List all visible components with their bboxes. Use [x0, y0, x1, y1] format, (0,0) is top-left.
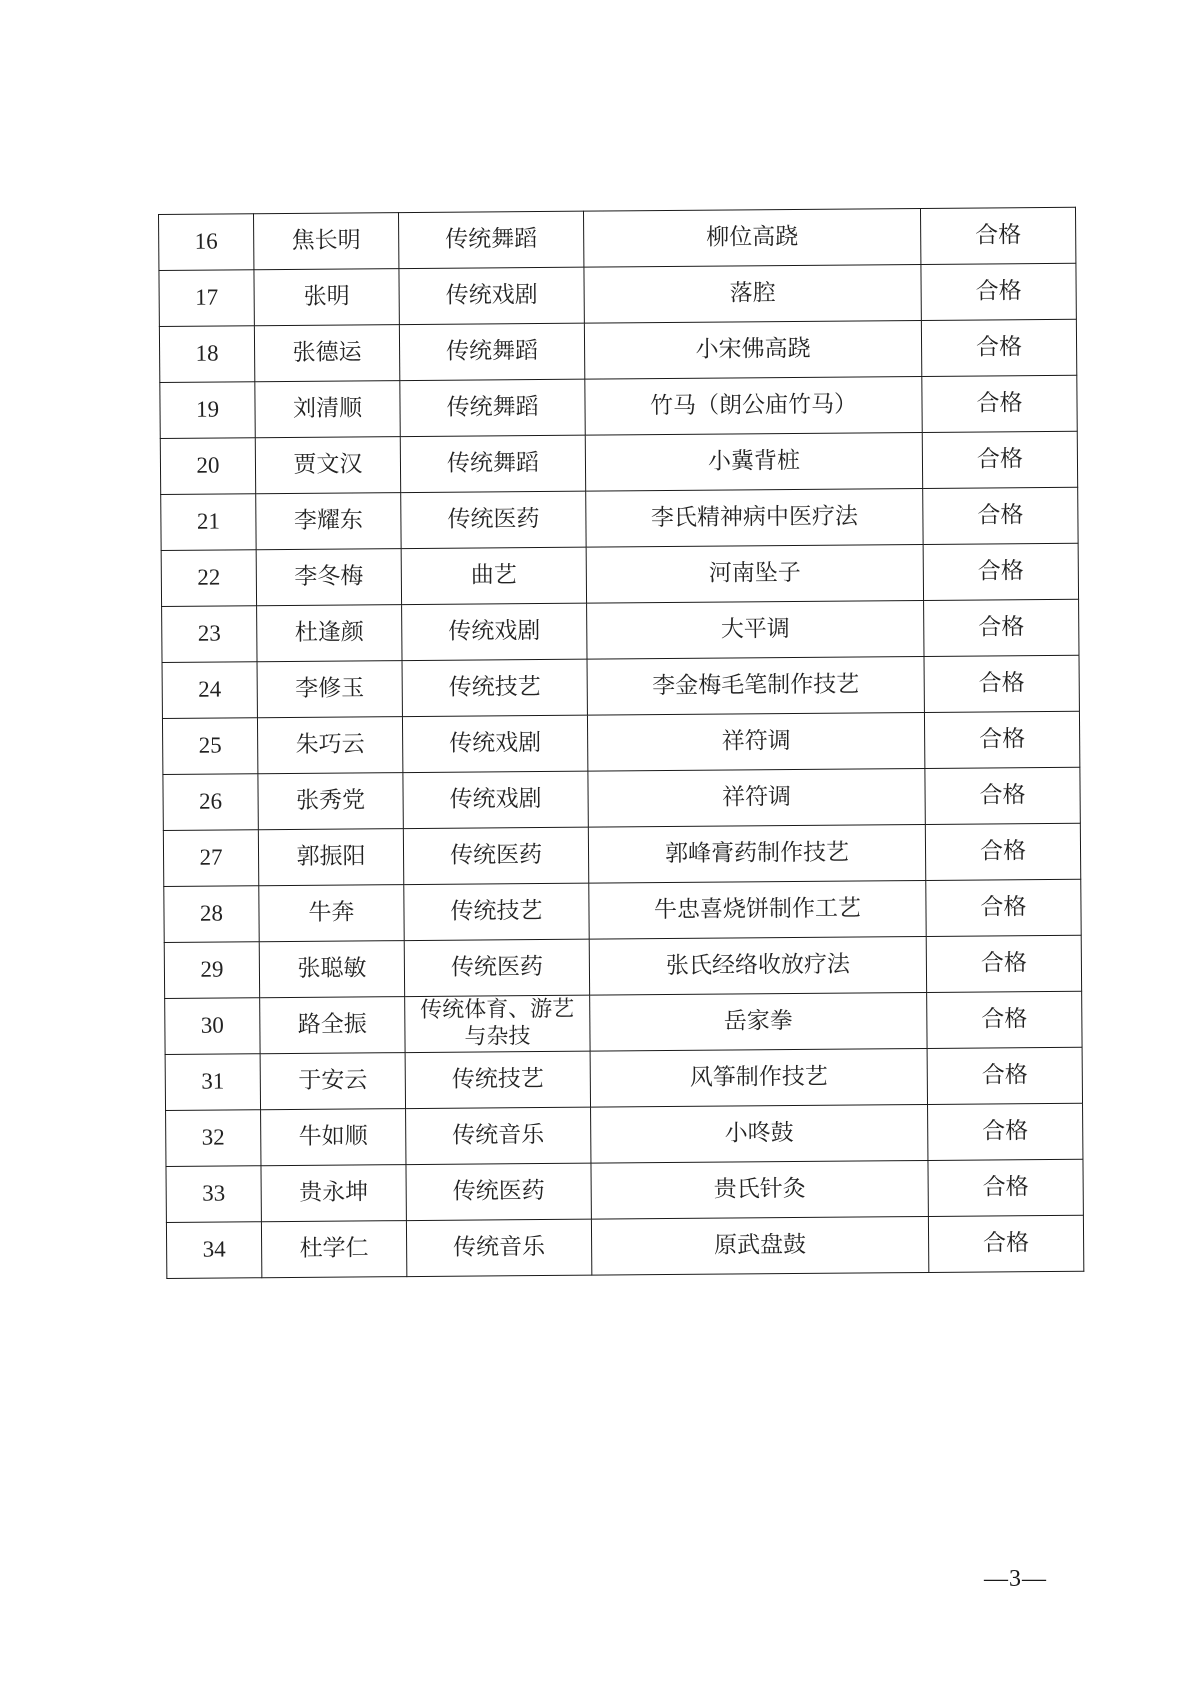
heritage-category: 传统戏剧	[402, 715, 587, 772]
assessment-result: 合格	[924, 711, 1079, 768]
heritage-item: 贵氏针灸	[591, 1160, 928, 1219]
inheritor-name: 贾文汉	[255, 437, 400, 494]
row-number: 27	[163, 830, 258, 887]
heritage-item: 郭峰膏药制作技艺	[588, 824, 925, 883]
assessment-result: 合格	[924, 655, 1079, 712]
heritage-category: 传统戏剧	[403, 771, 588, 828]
table-row	[159, 263, 1076, 326]
heritage-category: 传统音乐	[406, 1219, 591, 1276]
inheritor-name: 李冬梅	[256, 549, 401, 606]
inheritor-name: 朱巧云	[257, 717, 402, 774]
heritage-category: 传统戏剧	[399, 267, 584, 324]
row-number: 17	[159, 270, 254, 327]
table-row	[159, 207, 1076, 270]
assessment-result: 合格	[928, 1215, 1083, 1272]
assessment-result: 合格	[927, 991, 1082, 1048]
row-number: 29	[164, 942, 259, 999]
assessment-result: 合格	[928, 1159, 1083, 1216]
row-number: 22	[161, 550, 256, 607]
table-row	[162, 711, 1079, 774]
heritage-category: 传统技艺	[405, 1051, 590, 1108]
row-number: 19	[160, 382, 255, 439]
row-number: 30	[165, 998, 260, 1055]
inheritor-name: 贵永坤	[261, 1165, 406, 1222]
assessment-result: 合格	[926, 879, 1081, 936]
assessment-result: 合格	[922, 431, 1077, 488]
heritage-category: 传统舞蹈	[399, 323, 584, 380]
heritage-category: 传统舞蹈	[400, 379, 585, 436]
heritage-item: 小宋佛高跷	[584, 321, 921, 380]
inheritor-name: 张德运	[254, 325, 399, 382]
assessment-result: 合格	[925, 823, 1080, 880]
assessment-result: 合格	[928, 1103, 1083, 1160]
inheritor-name: 郭振阳	[258, 829, 403, 886]
inheritor-name: 张秀党	[258, 773, 403, 830]
heritage-category	[405, 995, 590, 1052]
row-number: 21	[161, 494, 256, 551]
table-row	[162, 599, 1079, 662]
inheritor-name: 焦长明	[254, 213, 399, 270]
inheritor-name: 李耀东	[256, 493, 401, 550]
row-number: 18	[159, 326, 254, 383]
assessment-result: 合格	[924, 599, 1079, 656]
table-row	[163, 823, 1080, 886]
heritage-item: 竹马（朗公庙竹马）	[585, 377, 922, 436]
inheritor-name: 于安云	[260, 1053, 405, 1110]
heritage-category: 传统技艺	[402, 659, 587, 716]
row-number: 34	[166, 1222, 261, 1279]
assessment-result: 合格	[925, 767, 1080, 824]
table-row	[159, 319, 1076, 382]
table-row	[162, 655, 1079, 718]
table-row	[161, 543, 1078, 606]
inheritor-name: 李修玉	[257, 661, 402, 718]
inheritor-name: 刘清顺	[255, 381, 400, 438]
assessment-result: 合格	[923, 543, 1078, 600]
heritage-category: 传统技艺	[404, 883, 589, 940]
row-number: 16	[159, 214, 254, 271]
heritage-category: 传统舞蹈	[400, 435, 585, 492]
table-row	[166, 1159, 1083, 1222]
table-row	[165, 991, 1082, 1054]
heritage-category: 传统医药	[404, 939, 589, 996]
assessment-result: 合格	[921, 319, 1076, 376]
heritage-item: 李金梅毛笔制作技艺	[587, 656, 924, 715]
inheritor-name: 杜学仁	[261, 1221, 406, 1278]
inheritor-name: 张明	[254, 269, 399, 326]
inheritor-name: 牛如顺	[261, 1109, 406, 1166]
row-number: 24	[162, 662, 257, 719]
heritage-category: 传统音乐	[406, 1107, 591, 1164]
assessment-result: 合格	[922, 375, 1077, 432]
row-number: 32	[166, 1110, 261, 1167]
heritage-item: 张氏经络收放疗法	[589, 936, 926, 995]
heritage-item: 祥符调	[587, 712, 924, 771]
assessment-result: 合格	[920, 207, 1075, 264]
row-number: 28	[164, 886, 259, 943]
heritage-category-line-1: 传统体育、游艺	[420, 996, 575, 1024]
table-row	[164, 935, 1081, 998]
table-row	[160, 431, 1077, 494]
heritage-item: 原武盘鼓	[591, 1216, 928, 1275]
table-row	[166, 1103, 1083, 1166]
heritage-category: 传统医药	[406, 1163, 591, 1220]
inheritor-name: 张聪敏	[259, 941, 404, 998]
row-number: 33	[166, 1166, 261, 1223]
heritage-item: 小冀背桩	[585, 433, 922, 492]
heritage-item: 大平调	[587, 600, 924, 659]
inheritor-name: 杜逢颜	[257, 605, 402, 662]
row-number: 26	[163, 774, 258, 831]
heritage-item: 风筝制作技艺	[590, 1048, 927, 1107]
heritage-item: 牛忠喜烧饼制作工艺	[589, 880, 926, 939]
row-number: 23	[162, 606, 257, 663]
assessment-result: 合格	[926, 935, 1081, 992]
row-number: 25	[162, 718, 257, 775]
row-number: 31	[165, 1054, 260, 1111]
assessment-result: 合格	[927, 1047, 1082, 1104]
assessment-result: 合格	[923, 487, 1078, 544]
inheritor-name: 牛奔	[259, 885, 404, 942]
heritage-category: 传统舞蹈	[398, 211, 583, 268]
table-row	[164, 879, 1081, 942]
heritage-item: 柳位高跷	[583, 209, 920, 268]
heritage-category: 传统戏剧	[402, 603, 587, 660]
assessment-result: 合格	[921, 263, 1076, 320]
page-number: —3—	[984, 1566, 1047, 1592]
inheritor-name: 路全振	[260, 997, 405, 1054]
heritage-category: 传统医药	[401, 491, 586, 548]
table-row	[160, 375, 1077, 438]
heritage-item: 河南坠子	[586, 545, 923, 604]
table-row	[161, 487, 1078, 550]
table-row	[166, 1215, 1083, 1278]
row-number: 20	[160, 438, 255, 495]
table-row	[163, 767, 1080, 830]
heritage-item: 小咚鼓	[591, 1104, 928, 1163]
inheritor-assessment-table	[158, 207, 1084, 1279]
heritage-item: 岳家拳	[590, 992, 927, 1051]
heritage-item: 李氏精神病中医疗法	[586, 489, 923, 548]
heritage-item: 落腔	[584, 265, 921, 324]
heritage-category-line-2: 与杂技	[464, 1023, 531, 1050]
heritage-item: 祥符调	[588, 768, 925, 827]
heritage-category: 传统医药	[403, 827, 588, 884]
heritage-category: 曲艺	[401, 547, 586, 604]
table-row	[165, 1047, 1082, 1110]
